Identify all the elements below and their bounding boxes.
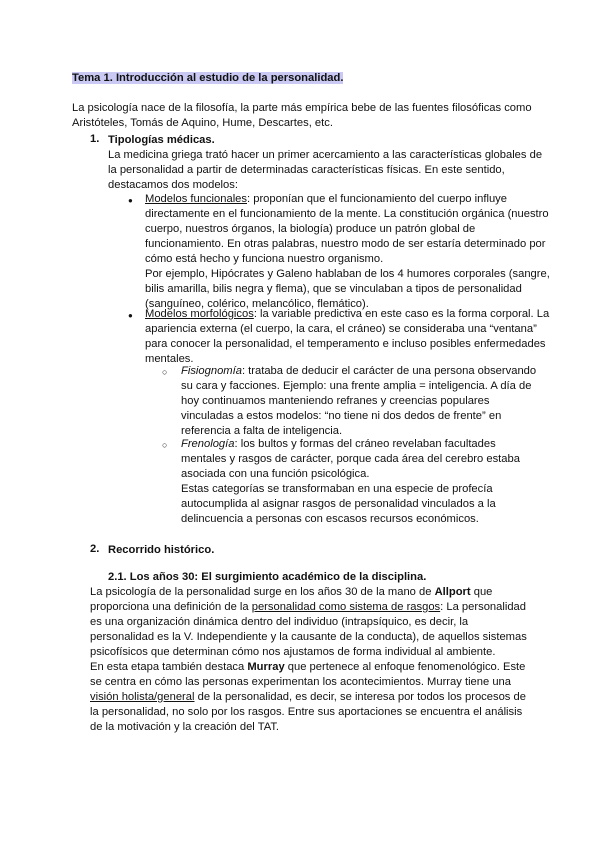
section1-heading: Tipologías médicas.	[108, 134, 215, 146]
sub-note-paragraph: Estas categorías se transformaban en una especie de profecía autocumplida al asignar rasgos de personalidad vinculados a la delincuencia a personas con escasos recursos económicos.	[181, 483, 496, 525]
sub-bullet-fisiognomia	[181, 364, 541, 439]
funcionales-term: Modelos funcionales	[145, 193, 247, 205]
murray-text-a: En esta etapa también destaca	[90, 661, 248, 673]
morfologicos-term: Modelos morfológicos	[145, 308, 254, 320]
bullet-morfologicos	[145, 307, 550, 367]
intro-paragraph: La psicología nace de la filosofía, la parte más empírica bebe de las fuentes filosóficas como Aristóteles, Tomás de Aquino, Hume, Descartes, etc.	[72, 102, 532, 129]
section2-heading: Recorrido histórico.	[108, 544, 215, 556]
section2-1-heading: 2.1. Los años 30: El surgimiento académico de la disciplina.	[108, 571, 427, 583]
fisiognomia-text: : trataba de deducir el carácter de una persona observando su cara y facciones. Ejemplo: una frente amplia = inteligencia. A día de hoy continuamos manteniendo refranes y creencias populares vinculadas a estos modelos: “no tiene ni dos dedos de frente” en referencia a falta de inteligencia.	[181, 365, 537, 437]
bullet-dot-icon: ●	[128, 311, 133, 320]
section2-1-paragraph	[90, 585, 530, 735]
funcionales-example: Por ejemplo, Hipócrates y Galeno hablaban de los 4 humores corporales (sangre, bilis amarilla, bilis negra y flema), que se vinculaban a tipos de personalidad (sanguíneo, colérico, melancólico, flemático).	[145, 268, 550, 310]
allport-text-a: La psicología de la personalidad surge en los años 30 de la mano de	[90, 586, 435, 598]
frenologia-term: Frenología	[181, 438, 235, 450]
section1-paragraph: La medicina griega trató hacer un primer acercamiento a las características globales de la personalidad a partir de determinadas características físicas. En este sentido, destacamos dos modelos:	[108, 149, 543, 191]
section2-number: 2.	[90, 543, 100, 555]
allport-text-e: : La personalidad es una organización dinámica dentro del individuo (intrapsíquico, es decir, la personalidad es la V. Independiente y la causante de la conducta), de aquellos sistemas psicofísicos que determinan cómo nos ajustamos de forma individual al ambiente.	[90, 601, 527, 658]
rasgos-term: personalidad como sistema de rasgos	[251, 601, 441, 613]
funcionales-text: : proponían que el funcionamiento del cuerpo influye directamente en el funcionamiento de la mente. La constitución orgánica (nuestro cuerpo, nuestros órganos, la biología) produce un patrón global de funcionamiento. En otras palabras, nuestro modo de ser estaría determinado por cómo está hecho y funciona nuestro organismo.	[145, 193, 549, 265]
holista-term: visión holista/general	[90, 691, 195, 703]
frenologia-text: : los bultos y formas del cráneo revelaban facultades mentales y rasgos de carácter, porque cada área del cerebro estaba asociada con una función psicológica.	[181, 438, 520, 480]
bullet-funcionales	[145, 192, 550, 312]
sub-bullet-frenologia	[181, 437, 541, 482]
murray-text-e: de la personalidad, es decir, se interesa por todos los procesos de la personalidad, no solo por los rasgos. Entre sus aportaciones se encuentra el análisis de la motivación y la creación del TAT.	[90, 691, 526, 733]
allport-name: Allport	[434, 586, 471, 598]
title-highlight: Tema 1. Introducción al estudio de la personalidad.	[72, 72, 344, 84]
section1-number: 1.	[90, 133, 100, 145]
circle-bullet-icon: ○	[162, 440, 168, 450]
murray-text-c: que pertenece al enfoque fenomenológico. Este se centra en cómo las personas experimentan los acontecimientos. Murray tiene una	[90, 661, 526, 688]
morfologicos-text: : la variable predictiva en este caso es la forma corporal. La apariencia externa (el cuerpo, la cara, el cráneo) se consideraba una “ventana” para conocer la personalidad, el temperamento e incluso posibles enfermedades mentales.	[145, 308, 550, 365]
page-title	[72, 72, 343, 84]
bullet-dot-icon: ●	[128, 196, 133, 205]
allport-text-c: que proporciona una definición de la	[90, 586, 493, 613]
circle-bullet-icon: ○	[162, 367, 168, 377]
murray-name: Murray	[247, 661, 285, 673]
fisiognomia-term: Fisiognomía	[181, 365, 242, 377]
